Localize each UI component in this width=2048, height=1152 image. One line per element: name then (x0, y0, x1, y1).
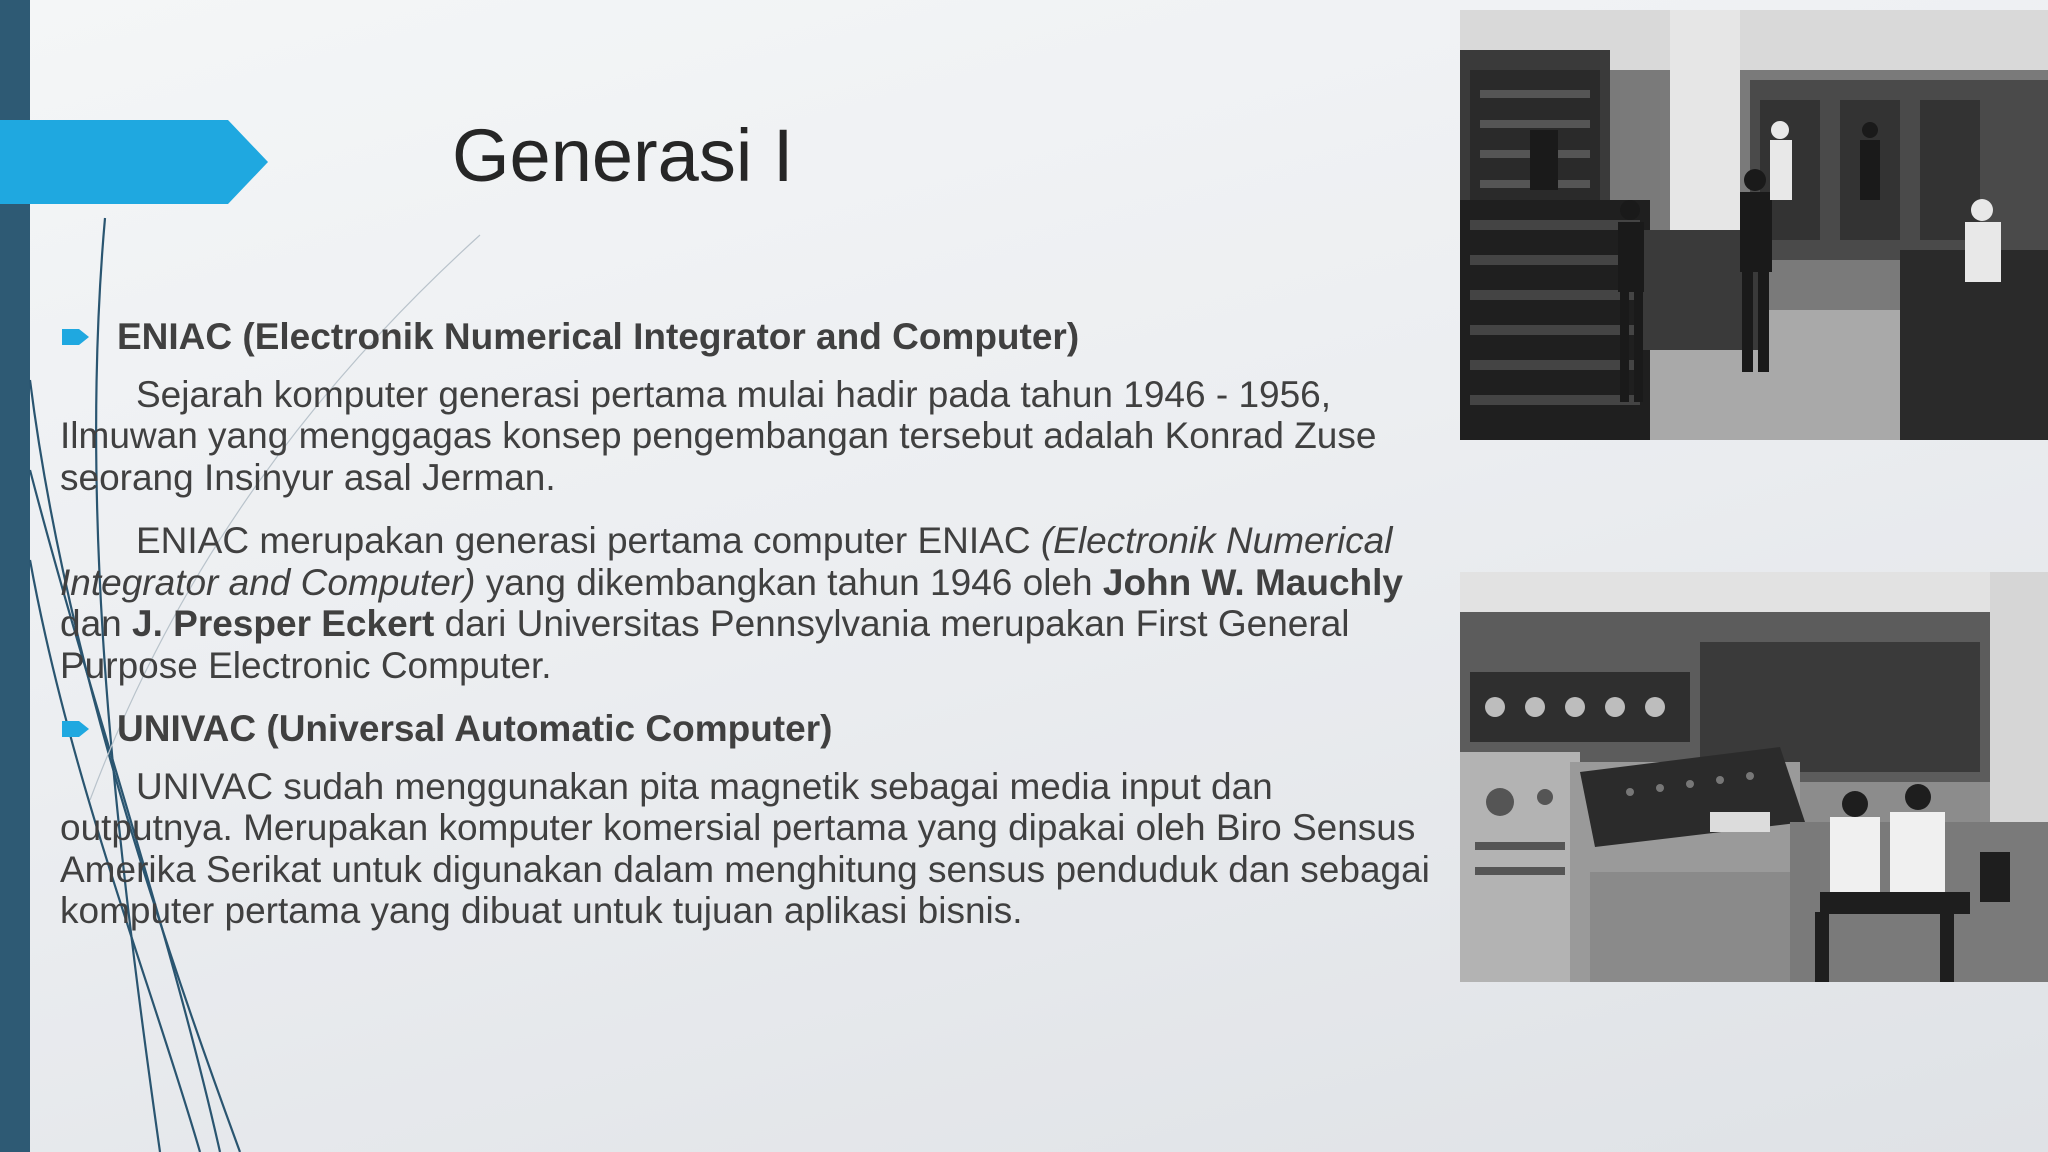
paragraph-univac-description: UNIVAC sudah menggunakan pita magnetik sebagai media input dan outputnya. Merupakan komputer komersial pertama yang dipakai oleh Biro Sensus Amerika Serikat untuk digunakan dalam menghitung sensus penduduk dan sebagai komputer pertama yang dibuat untuk tujuan aplikasi bisnis. (60, 765, 1430, 931)
arrow-bullet-icon (62, 719, 90, 739)
section-heading-text: UNIVAC (Universal Automatic Computer) (117, 708, 833, 749)
inventor-name: John W. Mauchly (1102, 561, 1404, 603)
univac-photo (1460, 572, 2048, 982)
text-run: dan (60, 603, 133, 644)
univac-photo-illustration (1460, 572, 2048, 982)
slide-body (60, 312, 1450, 954)
text-run: ENIAC merupakan generasi pertama computer ENIAC (136, 520, 1041, 561)
text-run: yang dikembangkan tahun 1946 oleh (475, 561, 1103, 603)
arrow-bullet-icon (62, 327, 90, 347)
paragraph-eniac-history: Sejarah komputer generasi pertama mulai hadir pada tahun 1946 - 1956, Ilmuwan yang menggagas konsep pengembangan tersebut adalah Konrad Zuse seorang Insinyur asal Jerman. (60, 373, 1377, 498)
section-heading-univac (60, 708, 1450, 750)
title-accent-arrow (0, 120, 268, 204)
text-run-italic: (Electronik Numerical Integrator and Computer) (60, 520, 1393, 603)
inventor-name: J. Presper Eckert (132, 603, 435, 644)
eniac-photo (1460, 10, 2048, 440)
text-run: dari Universitas Pennsylvania merupakan First General Purpose Electronic Computer. (60, 603, 1350, 686)
section-heading-eniac (60, 316, 1450, 358)
paragraph-eniac-description (60, 520, 1450, 686)
slide-title: Generasi I (452, 114, 794, 197)
eniac-photo-illustration (1460, 10, 2048, 440)
section-heading-text: ENIAC (Electronik Numerical Integrator and Computer) (117, 316, 1080, 357)
